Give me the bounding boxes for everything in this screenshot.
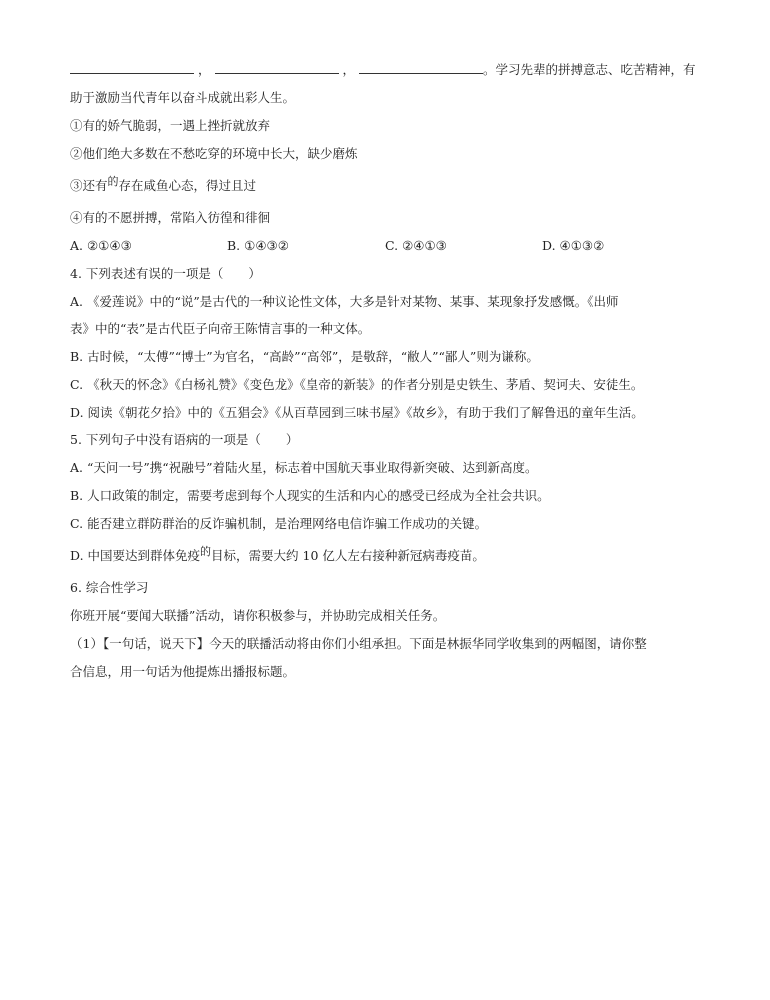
answer-blank-1[interactable] (70, 61, 194, 74)
fill-in-line (70, 61, 710, 79)
q4-stem: 4. 下列表述有误的一项是（ ） (70, 266, 261, 281)
answer-blank-2[interactable] (215, 61, 339, 74)
sentence-item-4: ④有的不愿拼搏，常陷入彷徨和徘徊 (70, 210, 271, 225)
sentence-item-3-small: 的 (107, 175, 119, 188)
answer-blank-3[interactable] (359, 61, 483, 74)
q4-option-c[interactable]: C. 《秋天的怀念》《白杨礼赞》《变色龙》《皇帝的新装》的作者分别是史铁生、茅盾、契诃夫、安徒生。 (70, 377, 644, 392)
q3-options (70, 237, 710, 255)
q5-option-d-post: 目标，需要大约 10 亿人左右接种新冠病毒疫苗。 (211, 548, 485, 563)
sentence-item-1: ①有的娇气脆弱，一遇上挫折就放弃 (70, 118, 271, 133)
q5-option-a[interactable]: A. “天问一号”携“祝融号”着陆火星，标志着中国航天事业取得新突破、达到新高度。 (70, 460, 538, 475)
q5-option-d-pre: D. 中国要达到群体免疫 (70, 548, 201, 563)
q6-part1-line-1: （1）【一句话，说天下】今天的联播活动将由你们小组承担。下面是林振华同学收集到的两幅图，请你整 (70, 636, 647, 651)
q6-intro: 你班开展“要闻大联播”活动，请你积极参与，并协助完成相关任务。 (70, 608, 446, 623)
q4-option-b[interactable]: B. 古时候，“太傅”“博士”为官名，“高龄”“高邻”，是敬辞，“敝人”“鄙人”则为谦称。 (70, 349, 539, 364)
q5-option-d-small: 的 (200, 545, 212, 558)
comma-1: ， (198, 62, 211, 77)
q3-option-d[interactable]: D. ④①③② (542, 238, 605, 253)
q3-option-b[interactable]: B. ①④③② (227, 238, 289, 253)
q5-option-b[interactable]: B. 人口政策的制定，需要考虑到每个人现实的生活和内心的感受已经成为全社会共识。 (70, 488, 550, 503)
q5-option-d[interactable] (70, 547, 710, 566)
q5-option-c[interactable]: C. 能否建立群防群治的反诈骗机制，是治理网络电信诈骗工作成功的关键。 (70, 516, 488, 531)
q6-stem: 6. 综合性学习 (70, 580, 149, 595)
sentence-item-3 (70, 177, 710, 196)
sentence-item-2: ②他们绝大多数在不愁吃穿的环境中长大，缺少磨炼 (70, 146, 358, 161)
q3-option-a[interactable]: A. ②①④③ (70, 238, 132, 253)
q6-part1-line-2: 合信息，用一句话为他提炼出播报标题。 (70, 664, 296, 679)
intro-line-2: 助于激励当代青年以奋斗成就出彩人生。 (70, 90, 296, 105)
sentence-item-3-post: 存在咸鱼心态，得过且过 (118, 178, 257, 193)
q4-option-a-line-2: 表》中的“表”是古代臣子向帝王陈情言事的一种文体。 (70, 321, 371, 336)
q4-option-a-line-1[interactable]: A. 《爱莲说》中的“说”是古代的一种议论性文体，大多是针对某物、某事、某现象抒发感慨。《出师 (70, 294, 619, 309)
q3-option-c[interactable]: C. ②④①③ (385, 238, 447, 253)
intro-tail-text: 。学习先辈的拼搏意志、吃苦精神，有 (483, 62, 696, 77)
sentence-item-3-pre: ③还有 (70, 178, 108, 193)
comma-2: ， (342, 62, 356, 77)
q5-stem: 5. 下列句子中没有语病的一项是（ ） (70, 432, 299, 447)
q4-option-d[interactable]: D. 阅读《朝花夕拾》中的《五猖会》《从百草园到三味书屋》《故乡》，有助于我们了解鲁迅的童年生活。 (70, 405, 644, 420)
